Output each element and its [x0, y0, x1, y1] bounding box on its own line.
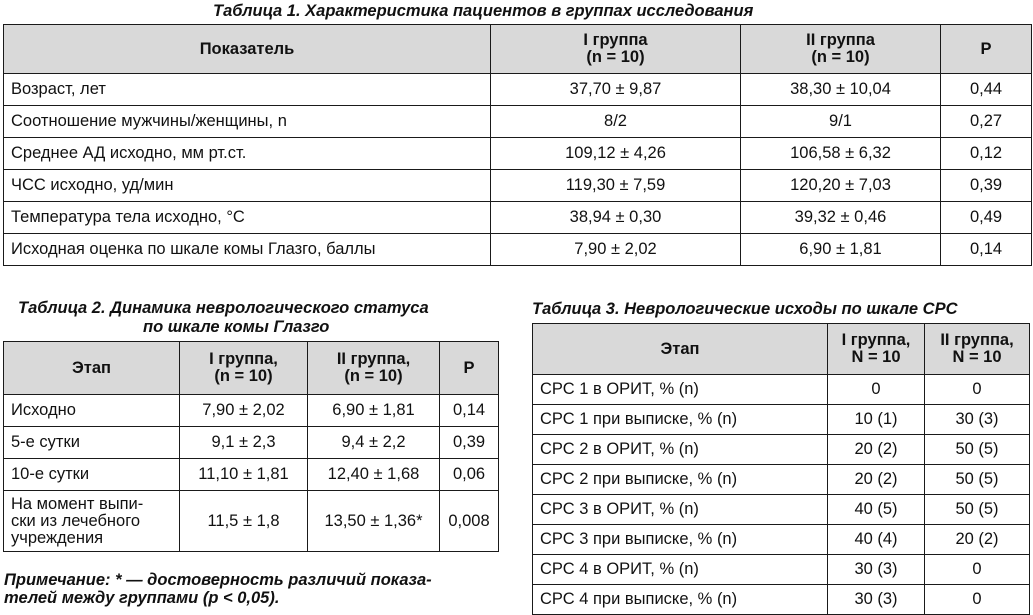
p-value: 0,27	[941, 106, 1032, 138]
table2-caption-line1: Таблица 2. Динамика неврологического статуса	[18, 299, 429, 317]
row-label: СРС 2 при выписке, % (n)	[533, 465, 828, 495]
group1-value: 8/2	[491, 106, 741, 138]
table-row	[533, 525, 1030, 555]
group1-value: 38,94 ± 0,30	[491, 202, 741, 234]
row-label: Температура тела исходно, °С	[4, 202, 491, 234]
row-label: Соотношение мужчины/женщины, n	[4, 106, 491, 138]
table-row	[4, 491, 499, 552]
row-label: 10-е сутки	[4, 459, 180, 491]
group1-value: 10 (1)	[828, 405, 925, 435]
group1-value: 20 (2)	[828, 465, 925, 495]
row-label: 5-е сутки	[4, 427, 180, 459]
group1-value: 11,5 ± 1,8	[180, 491, 308, 552]
group2-value: 9,4 ± 2,2	[308, 427, 440, 459]
group1-value: 109,12 ± 4,26	[491, 138, 741, 170]
table2-header-row	[4, 342, 499, 395]
row-label: Исходно	[4, 395, 180, 427]
header-group1: I группа (n = 10)	[491, 25, 741, 74]
group2-value: 0	[925, 375, 1030, 405]
footnote-line1: Примечание: * — достоверность различий показа-	[4, 571, 432, 589]
group1-value: 7,90 ± 2,02	[491, 234, 741, 266]
table1-patient-characteristics	[3, 24, 1032, 266]
row-label: Возраст, лет	[4, 74, 491, 106]
group1-value: 20 (2)	[828, 435, 925, 465]
table2-neuro-dynamics	[3, 341, 499, 552]
table-row	[533, 495, 1030, 525]
group2-value: 50 (5)	[925, 495, 1030, 525]
group1-value: 11,10 ± 1,81	[180, 459, 308, 491]
p-value: 0,44	[941, 74, 1032, 106]
footnote	[4, 571, 504, 607]
row-label: ЧСС исходно, уд/мин	[4, 170, 491, 202]
table-row	[533, 375, 1030, 405]
row-label: На момент выпи- ски из лечебного учреждения	[4, 491, 180, 552]
table3-header-row	[533, 324, 1030, 375]
table-row	[4, 427, 499, 459]
group2-value: 50 (5)	[925, 465, 1030, 495]
row-label: СРС 1 в ОРИТ, % (n)	[533, 375, 828, 405]
table3-neuro-outcomes	[532, 323, 1030, 615]
footnote-line2: телей между группами (р < 0,05).	[4, 589, 280, 607]
table-row	[533, 405, 1030, 435]
table-row	[4, 74, 1032, 106]
table2-caption-line2: по шкале комы Глазго	[143, 318, 330, 336]
group1-value: 9,1 ± 2,3	[180, 427, 308, 459]
table-row	[533, 435, 1030, 465]
row-label: СРС 3 в ОРИТ, % (n)	[533, 495, 828, 525]
header-group2: II группа (n = 10)	[741, 25, 941, 74]
group1-value: 7,90 ± 2,02	[180, 395, 308, 427]
group1-value: 37,70 ± 9,87	[491, 74, 741, 106]
p-value: 0,06	[440, 459, 499, 491]
table-row	[533, 555, 1030, 585]
header-p: P	[941, 25, 1032, 74]
group1-value: 119,30 ± 7,59	[491, 170, 741, 202]
table-row	[4, 202, 1032, 234]
group2-value: 13,50 ± 1,36*	[308, 491, 440, 552]
header-group2: II группа, N = 10	[925, 324, 1030, 375]
group2-value: 0	[925, 555, 1030, 585]
table1-caption: Таблица 1. Характеристика пациентов в группах исследования	[213, 2, 754, 20]
table-row	[533, 585, 1030, 615]
group2-value: 39,32 ± 0,46	[741, 202, 941, 234]
row-label: СРС 4 в ОРИТ, % (n)	[533, 555, 828, 585]
group2-value: 6,90 ± 1,81	[308, 395, 440, 427]
table1-header-row	[4, 25, 1032, 74]
p-value: 0,49	[941, 202, 1032, 234]
group2-value: 9/1	[741, 106, 941, 138]
group2-value: 30 (3)	[925, 405, 1030, 435]
group2-value: 20 (2)	[925, 525, 1030, 555]
row-label: СРС 3 при выписке, % (n)	[533, 525, 828, 555]
header-group1: I группа, (n = 10)	[180, 342, 308, 395]
row-label: Среднее АД исходно, мм рт.ст.	[4, 138, 491, 170]
group2-value: 12,40 ± 1,68	[308, 459, 440, 491]
row-label: СРС 2 в ОРИТ, % (n)	[533, 435, 828, 465]
table-row	[4, 395, 499, 427]
group2-value: 120,20 ± 7,03	[741, 170, 941, 202]
table-row	[4, 106, 1032, 138]
p-value: 0,39	[941, 170, 1032, 202]
table3-caption: Таблица 3. Неврологические исходы по шкале СРС	[532, 300, 958, 318]
header-stage: Этап	[533, 324, 828, 375]
group2-value: 106,58 ± 6,32	[741, 138, 941, 170]
p-value: 0,008	[440, 491, 499, 552]
header-group1: I группа, N = 10	[828, 324, 925, 375]
group2-value: 6,90 ± 1,81	[741, 234, 941, 266]
header-stage: Этап	[4, 342, 180, 395]
p-value: 0,14	[440, 395, 499, 427]
group1-value: 40 (4)	[828, 525, 925, 555]
group1-value: 40 (5)	[828, 495, 925, 525]
group2-value: 0	[925, 585, 1030, 615]
table-row	[4, 138, 1032, 170]
header-p: P	[440, 342, 499, 395]
group1-value: 0	[828, 375, 925, 405]
p-value: 0,39	[440, 427, 499, 459]
group2-value: 50 (5)	[925, 435, 1030, 465]
p-value: 0,12	[941, 138, 1032, 170]
table-row	[4, 234, 1032, 266]
group1-value: 30 (3)	[828, 585, 925, 615]
table-row	[4, 170, 1032, 202]
table-row	[4, 459, 499, 491]
table-row	[533, 465, 1030, 495]
group2-value: 38,30 ± 10,04	[741, 74, 941, 106]
group1-value: 30 (3)	[828, 555, 925, 585]
header-indicator: Показатель	[4, 25, 491, 74]
p-value: 0,14	[941, 234, 1032, 266]
row-label: Исходная оценка по шкале комы Глазго, баллы	[4, 234, 491, 266]
row-label: СРС 4 при выписке, % (n)	[533, 585, 828, 615]
row-label: СРС 1 при выписке, % (n)	[533, 405, 828, 435]
header-group2: II группа, (n = 10)	[308, 342, 440, 395]
